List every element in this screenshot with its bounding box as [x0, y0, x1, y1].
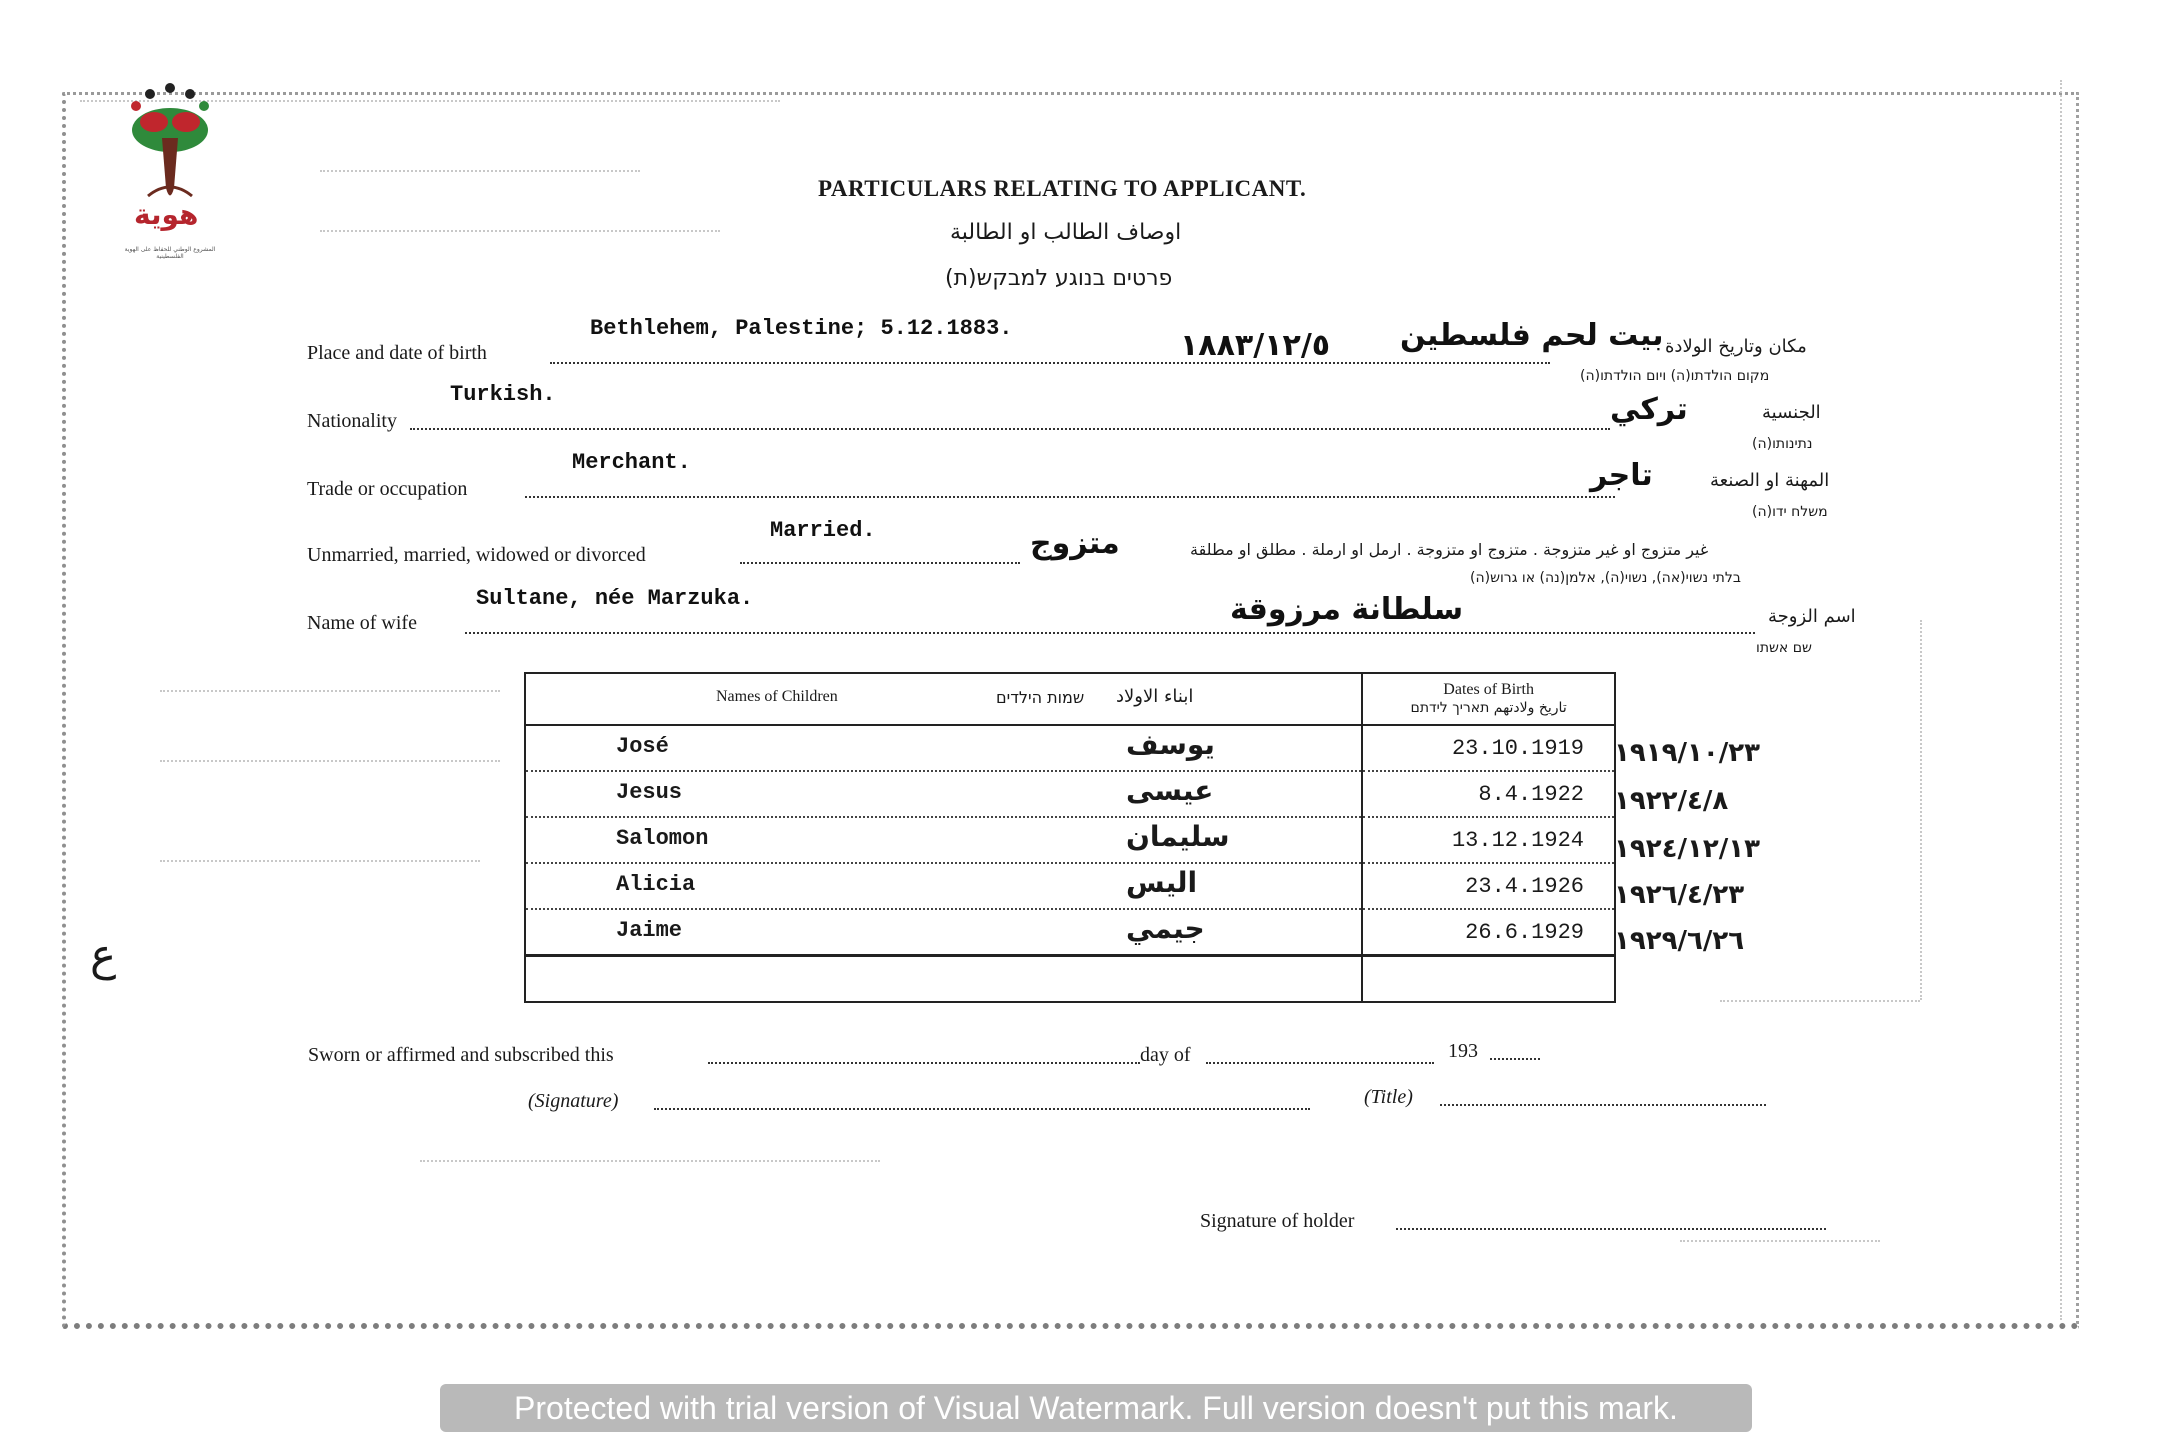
- empty-cell: [525, 956, 1362, 1003]
- sworn-label: Sworn or affirmed and subscribed this: [308, 1044, 614, 1066]
- trial-watermark: Protected with trial version of Visual Watermark. Full version doesn't put this mark.: [440, 1384, 1752, 1432]
- trade-label-arabic: المهنة او الصنعة: [1710, 470, 1830, 491]
- scan-noise: [320, 170, 640, 172]
- day-of-dotted-line: [1206, 1062, 1434, 1064]
- child-name: Jaime: [616, 918, 683, 943]
- scan-noise: [160, 760, 500, 762]
- scan-noise: [420, 1160, 880, 1162]
- table-row: [525, 909, 1615, 956]
- marital-dotted-line: [740, 562, 1020, 564]
- wife-arabic: سلطانة مرزوقة: [1230, 592, 1464, 627]
- child-name-cell: [525, 863, 1362, 909]
- nationality-label-arabic: الجنسية: [1762, 402, 1821, 423]
- table-row: [525, 817, 1615, 863]
- children-dates-header-ar-he: تاريخ ولادتهم תאריך לידתם: [1410, 700, 1567, 716]
- scan-noise: [1720, 1000, 1920, 1002]
- birth-place-arabic: بيت لحم فلسطين: [1400, 318, 1664, 353]
- child-name-arabic: اليس: [1126, 866, 1198, 899]
- scan-noise: [320, 230, 720, 232]
- wife-dotted-line: [465, 632, 1755, 634]
- signature-dotted-line: [654, 1108, 1310, 1110]
- child-birth-date: 26.6.1929: [1362, 909, 1615, 956]
- holder-signature-label: Signature of holder: [1200, 1210, 1355, 1232]
- title-hebrew: פרטים בנוגע למבקש(ת): [945, 266, 1173, 291]
- child-name-arabic: سليمان: [1126, 820, 1230, 853]
- child-birth-date-arabic: ١٩٢٤/١٢/١٣: [1614, 834, 1760, 864]
- children-table: [524, 672, 1616, 1003]
- child-birth-date-arabic: ١٩٢٦/٤/٢٣: [1614, 880, 1745, 910]
- organization-logo: [120, 78, 220, 268]
- children-dates-header: [1362, 673, 1615, 725]
- child-birth-date-arabic: ١٩٢٢/٤/٨: [1614, 786, 1729, 816]
- table-row-empty: [525, 956, 1615, 1003]
- birth-value: Bethlehem, Palestine; 5.12.1883.: [590, 316, 1013, 341]
- marital-value: Married.: [770, 518, 876, 543]
- wife-value: Sultane, née Marzuka.: [476, 586, 754, 611]
- nationality-label: Nationality: [307, 410, 397, 432]
- trade-dotted-line: [525, 496, 1615, 498]
- scan-noise: [1920, 620, 1922, 1000]
- birth-label: Place and date of birth: [307, 342, 487, 364]
- scan-noise: [2060, 80, 2062, 1320]
- child-birth-date: 23.4.1926: [1362, 863, 1615, 909]
- title-label: (Title): [1364, 1086, 1413, 1108]
- marital-label: Unmarried, married, widowed or divorced: [307, 544, 646, 566]
- year-dotted-line: [1490, 1058, 1540, 1060]
- marital-arabic: متزوج: [1030, 526, 1120, 561]
- child-name-cell: [525, 771, 1362, 817]
- child-name-arabic: يوسف: [1126, 728, 1215, 761]
- nationality-label-hebrew: נתינותו(ה): [1752, 436, 1813, 452]
- holder-signature-dotted-line: [1396, 1228, 1826, 1230]
- child-birth-date: 13.12.1924: [1362, 817, 1615, 863]
- children-names-header: [525, 673, 1362, 725]
- trade-label-hebrew: משלח ידו(ה): [1752, 504, 1828, 520]
- year-prefix: 193: [1448, 1040, 1478, 1062]
- children-dates-header-en: Dates of Birth: [1443, 681, 1534, 698]
- child-name: Jesus: [616, 780, 683, 805]
- nationality-arabic: تركي: [1610, 392, 1688, 427]
- children-table-header: [525, 673, 1615, 725]
- child-birth-date-arabic: ١٩٢٩/٦/٢٦: [1614, 926, 1745, 956]
- empty-cell: [1362, 956, 1615, 1003]
- wife-label-arabic: اسم الزوجة: [1768, 606, 1856, 627]
- marital-label-arabic: غير متزوج او غير متزوجة . متزوج او متزوجة . ارمل او ارملة . مطلق او مطلقة: [1190, 540, 1709, 559]
- child-name-arabic: جيمي: [1126, 912, 1205, 945]
- child-birth-date: 23.10.1919: [1362, 725, 1615, 771]
- title-english: PARTICULARS RELATING TO APPLICANT.: [818, 176, 1307, 201]
- birth-label-hebrew: מקום הולדתו(ה) ויום הולדתו(ה): [1580, 368, 1770, 384]
- trade-arabic: تاجر: [1590, 458, 1653, 493]
- logo-subtitle: المشروع الوطني للحفاظ على الهوية الفلسطينية: [124, 246, 216, 260]
- child-birth-date-arabic: ١٩١٩/١٠/٢٣: [1614, 738, 1760, 768]
- trade-value: Merchant.: [572, 450, 691, 475]
- birth-label-arabic: مكان وتاريخ الولادة: [1665, 336, 1807, 357]
- children-names-header-he: שמות הילדים: [996, 688, 1085, 707]
- nationality-value: Turkish.: [450, 382, 556, 407]
- scan-noise: [160, 860, 480, 862]
- wife-label: Name of wife: [307, 612, 417, 634]
- birth-dotted-line: [550, 362, 1550, 364]
- scan-noise: [1680, 1240, 1880, 1242]
- child-name-cell: [525, 909, 1362, 956]
- signature-label: (Signature): [528, 1090, 619, 1112]
- title-arabic: اوصاف الطالب او الطالبة: [950, 220, 1182, 245]
- logo-text: هوية: [134, 198, 199, 231]
- child-name: Salomon: [616, 826, 709, 851]
- title-dotted-line: [1440, 1104, 1766, 1106]
- scan-noise: [160, 690, 500, 692]
- child-name-cell: [525, 817, 1362, 863]
- table-row: [525, 771, 1615, 817]
- trade-label: Trade or occupation: [307, 478, 468, 500]
- children-names-header-ar: ابناء الاولاد: [1116, 686, 1194, 707]
- sworn-dotted-line: [708, 1062, 1140, 1064]
- tree-logo-icon: [120, 78, 220, 268]
- children-names-header-en: Names of Children: [716, 688, 838, 705]
- child-name: José: [616, 734, 669, 759]
- child-name: Alicia: [616, 872, 696, 897]
- nationality-dotted-line: [410, 428, 1610, 430]
- day-of-label: day of: [1140, 1044, 1191, 1066]
- wife-label-hebrew: שם אשתו: [1756, 640, 1812, 656]
- marital-label-hebrew: בלתי נשוי(אה), נשוי(ה), אלמן(נה) או גרוש(ה): [1470, 570, 1741, 586]
- child-name-cell: [525, 725, 1362, 771]
- table-row: [525, 725, 1615, 771]
- table-row: [525, 863, 1615, 909]
- margin-handwritten-mark: ع: [90, 930, 117, 981]
- child-name-arabic: عيسى: [1126, 774, 1214, 807]
- child-birth-date: 8.4.1922: [1362, 771, 1615, 817]
- birth-date-arabic: ١٨٨٣/١٢/٥: [1180, 328, 1331, 363]
